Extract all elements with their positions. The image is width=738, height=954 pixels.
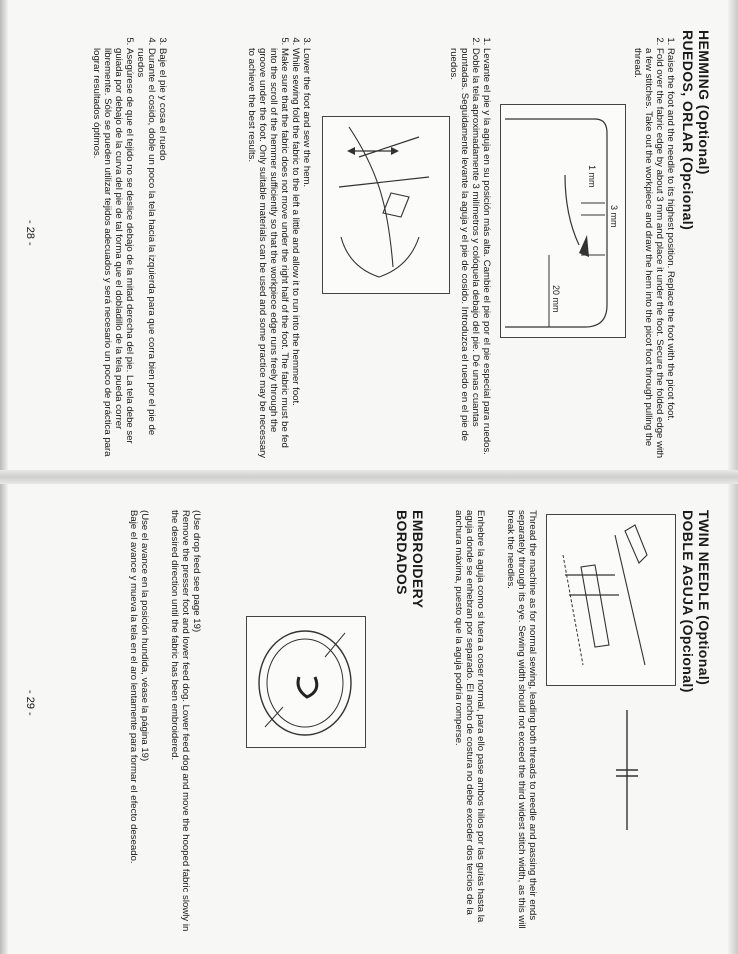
- hemming-step-es: 4. Durante el cosido, doble un poco la tela hacia la izquierda para que corra bien por el pie de ruedos: [135, 48, 157, 460]
- dim-one-mm: 1 mm: [587, 165, 597, 188]
- twin-needle-en: Thread the machine as for normal sewing, leading both threads to needle and passing their ends separately through its eye. Sewing width should not exceed the third widest stitch width, as this will break the needles.: [505, 510, 538, 929]
- embroidery-ref-en: (Use drop feed see page 19): [191, 510, 202, 633]
- hemming-step: 4. While sewing fold the fabric to the left a little and allow it to run into the hemmer foot.: [290, 48, 301, 460]
- hem-dimension-figure: [500, 104, 626, 338]
- hemming-steps-es-a: [448, 36, 492, 460]
- embroidery-text-es: [128, 510, 150, 940]
- page-number-28: - 28 -: [24, 220, 36, 246]
- hemming-step-es: 1. Levante el pie y la aguja en su posición más alta. Cambie el pie por el pie especial para ruedos.: [481, 48, 492, 460]
- dim-three-mm: 3 mm: [609, 205, 619, 228]
- twin-needle-title-es: DOBLE AGUJA (Opcional): [680, 510, 696, 693]
- hemming-step-es: 5. Asegúrese de que el tejido no se deslice debajo de la mitad derecha del pie. La tela debe ser guiada por debajo de la curva del pie de tal forma que el dobladillo de la tela pueda correr libremente. Sólo se pueden utilizar tejidos adecuados y será necesario un poco de práctica para lograr resultados óptimos.: [91, 48, 135, 460]
- hem-dimension-drawing: [501, 105, 625, 337]
- embroidery-ref-es: (Use el avance en la posición hundida, véase la página 19): [139, 510, 150, 762]
- hemming-title-en: HEMMING (Optional): [696, 30, 712, 175]
- hemming-step: 2. Fold over the fabric edge by about 3 mm and place it under the foot. Secure the folded edge with a few stitches. Take out the workpiece and draw the hem into the picot foot through pulling the thread.: [632, 48, 665, 460]
- embroidery-text-en: [169, 510, 202, 940]
- embroidery-title-es: BORDADOS: [394, 510, 410, 595]
- embroidery-hoop-illustration: [246, 616, 366, 748]
- embroidery-title-en: EMBROIDERY: [410, 510, 426, 609]
- twin-needle-title: [680, 510, 712, 930]
- hemming-step-es: 3. Baje el pie y cosa el ruedo: [157, 48, 168, 460]
- embroidery-body-en: Remove the presser foot and lower feed dog. Lower feed dog and move the hooped fabric slowly in the desired direction until the fabric has been embroidered.: [169, 510, 191, 932]
- twin-needle-title-en: TWIN NEEDLE (Optional): [696, 510, 712, 686]
- hemming-step-es: 2. Doble la tela aproximadamente 3 milímetros y colóquela debajo del pie. Dé unas cuantas puntadas. Seguidamente levante la aguja y el pie de cosido. Introduzca el ruedo en el pie de ruedos.: [448, 48, 481, 460]
- dim-twenty-mm: 20 mm: [551, 285, 561, 313]
- page-29: [0, 470, 738, 954]
- hemming-step: 5. Make sure that the fabric does not move under the right half of the foot. The fabric must be fed into the scroll of the hemmer sufficiently so that the workpiece edge runs freely through the groove under the foot. Only suitable materials can be used and some practice may be necessary to achieve the best results.: [246, 48, 290, 460]
- page-28: [0, 0, 738, 470]
- hemming-title-es: RUEDOS, ORLAR (Opcional): [680, 30, 696, 231]
- hemming-step: 1. Raise the foot and the needle to its highest position. Replace the foot with the picot foot.: [665, 48, 676, 460]
- embroidery-hoop-drawing: [247, 617, 365, 747]
- twin-needle-es: Enhebre la aguja como si fuera a coser normal, para ello pase ambos hilos por las guías hasta la aguja donde se enhebran por separado. El ancho de costura no debe exceder dos tercios de la anchura máxima, puesto que la aguja podría romperse.: [453, 510, 486, 923]
- hemming-sewing-illustration: [322, 116, 450, 294]
- twin-needle-drawing: [547, 515, 675, 685]
- hemming-step: 3. Lower the foot and sew the hem.: [301, 48, 312, 460]
- hemming-steps-es-b: [91, 36, 168, 460]
- hemming-steps-en-a: [632, 36, 676, 460]
- twin-needle-text-es: [453, 510, 486, 934]
- twin-needle-text-en: [505, 510, 538, 934]
- twin-needle-illustration: [546, 514, 676, 686]
- hemming-title: [680, 30, 712, 450]
- hem-foot-drawing: [323, 117, 449, 293]
- twin-needle-part-drawing: [612, 700, 642, 840]
- hemming-steps-en-b: [246, 36, 312, 460]
- page-number-29: - 29 -: [24, 690, 36, 716]
- embroidery-title: [394, 510, 426, 930]
- embroidery-body-es: Baje el avance y mueva la tela en el aro lentamente para formar el efecto deseado.: [128, 510, 139, 864]
